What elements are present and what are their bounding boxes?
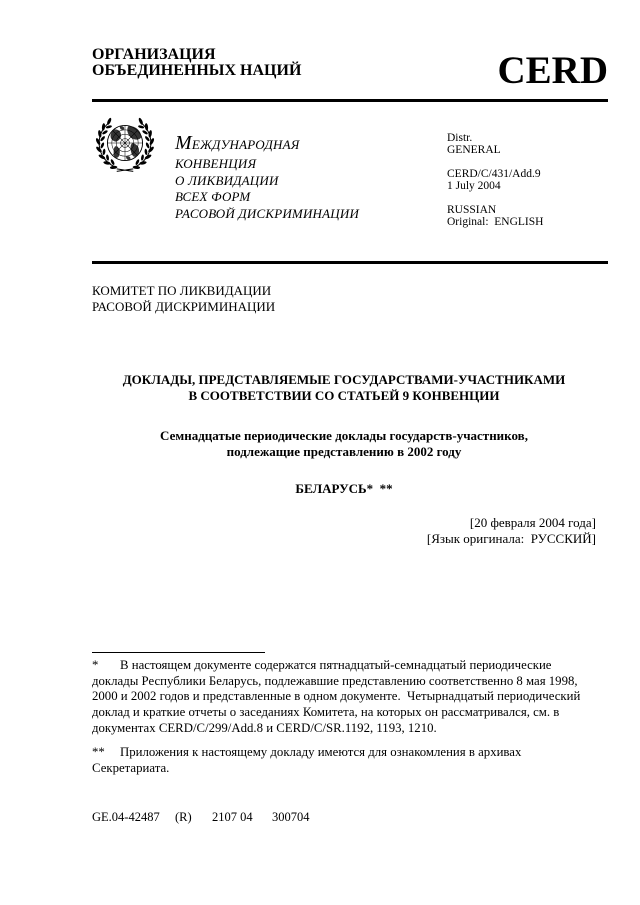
- submission-date-note: [20 февраля 2004 года]: [469, 515, 596, 530]
- convention-title-line: РАСОВОЙ ДИСКРИМИНАЦИИ: [175, 206, 360, 221]
- org-name-line2: ОБЪЕДИНЕННЫХ НАЦИЙ: [92, 62, 302, 79]
- country-heading: БЕЛАРУСЬ* **: [295, 481, 393, 496]
- document-date: 1 July 2004: [447, 180, 501, 192]
- job-date: 300704: [272, 810, 310, 824]
- footnote-line: доклады Республики Беларусь, подлежавшие представлению соответственно 8 мая 1998,: [92, 673, 578, 688]
- document-title-line: В СООТВЕТСТВИИ СО СТАТЬЕЙ 9 КОНВЕНЦИИ: [188, 388, 500, 403]
- footnote-marker: **: [92, 745, 105, 759]
- footnote-text: В настоящем документе содержатся пятнадцатый-семнадцатый периодические: [120, 658, 552, 672]
- original-language-note: [Язык оригинала: РУССКИЙ]: [426, 531, 596, 546]
- convention-title-line: О ЛИКВИДАЦИИ: [175, 173, 279, 188]
- document-language: RUSSIAN: [447, 204, 497, 216]
- series-symbol: CERD: [497, 49, 608, 92]
- committee-name-line: РАСОВОЙ ДИСКРИМИНАЦИИ: [92, 299, 276, 314]
- header-rule: [92, 99, 608, 102]
- footnote-line: [92, 658, 580, 674]
- footnote: [92, 745, 521, 776]
- distribution-label: Distr.: [447, 132, 473, 144]
- committee-name-line: КОМИТЕТ ПО ЛИКВИДАЦИИ: [92, 283, 272, 298]
- job-date: 2107 04: [212, 810, 253, 824]
- convention-title-line: МЕЖДУНАРОДНАЯ: [175, 132, 300, 154]
- section-rule: [92, 261, 608, 264]
- distribution-value: GENERAL: [447, 144, 501, 156]
- original-language: Original: ENGLISH: [447, 216, 544, 228]
- translation-code: (R): [175, 810, 192, 824]
- footnote-line: Секретариата.: [92, 760, 170, 775]
- convention-title-line: КОНВЕНЦИЯ: [175, 156, 257, 171]
- un-emblem-icon: [94, 112, 156, 174]
- document-subtitle-line: Семнадцатые периодические доклады государств-участников,: [160, 428, 528, 443]
- footnote-separator: [92, 652, 265, 653]
- convention-title-line: ВСЕХ ФОРМ: [175, 189, 251, 204]
- footnote-marker: *: [92, 658, 99, 672]
- document-symbol: CERD/C/431/Add.9: [447, 168, 541, 180]
- footnote-line: доклад и краткие отчеты о заседаниях Комитета, на которых он рассматривался, см. в: [92, 705, 560, 720]
- footnote-text: Приложения к настоящему докладу имеются для ознакомления в архивах: [120, 745, 522, 759]
- document-title-line: ДОКЛАДЫ, ПРЕДСТАВЛЯЕМЫЕ ГОСУДАРСТВАМИ-УЧАСТНИКАМИ: [122, 372, 566, 387]
- document-subtitle-line: подлежащие представлению в 2002 году: [226, 444, 462, 459]
- footnote: [92, 658, 580, 737]
- footnote-line: документах CERD/C/299/Add.8 и CERD/C/SR.1192, 1193, 1210.: [92, 720, 437, 735]
- footnote-line: [92, 745, 521, 761]
- footnote-line: 2000 и 2002 годов и представленные в одном документе. Четырнадцатый периодический: [92, 689, 581, 704]
- job-number: GE.04-42487: [92, 810, 160, 824]
- org-name-line1: ОРГАНИЗАЦИЯ: [92, 46, 216, 63]
